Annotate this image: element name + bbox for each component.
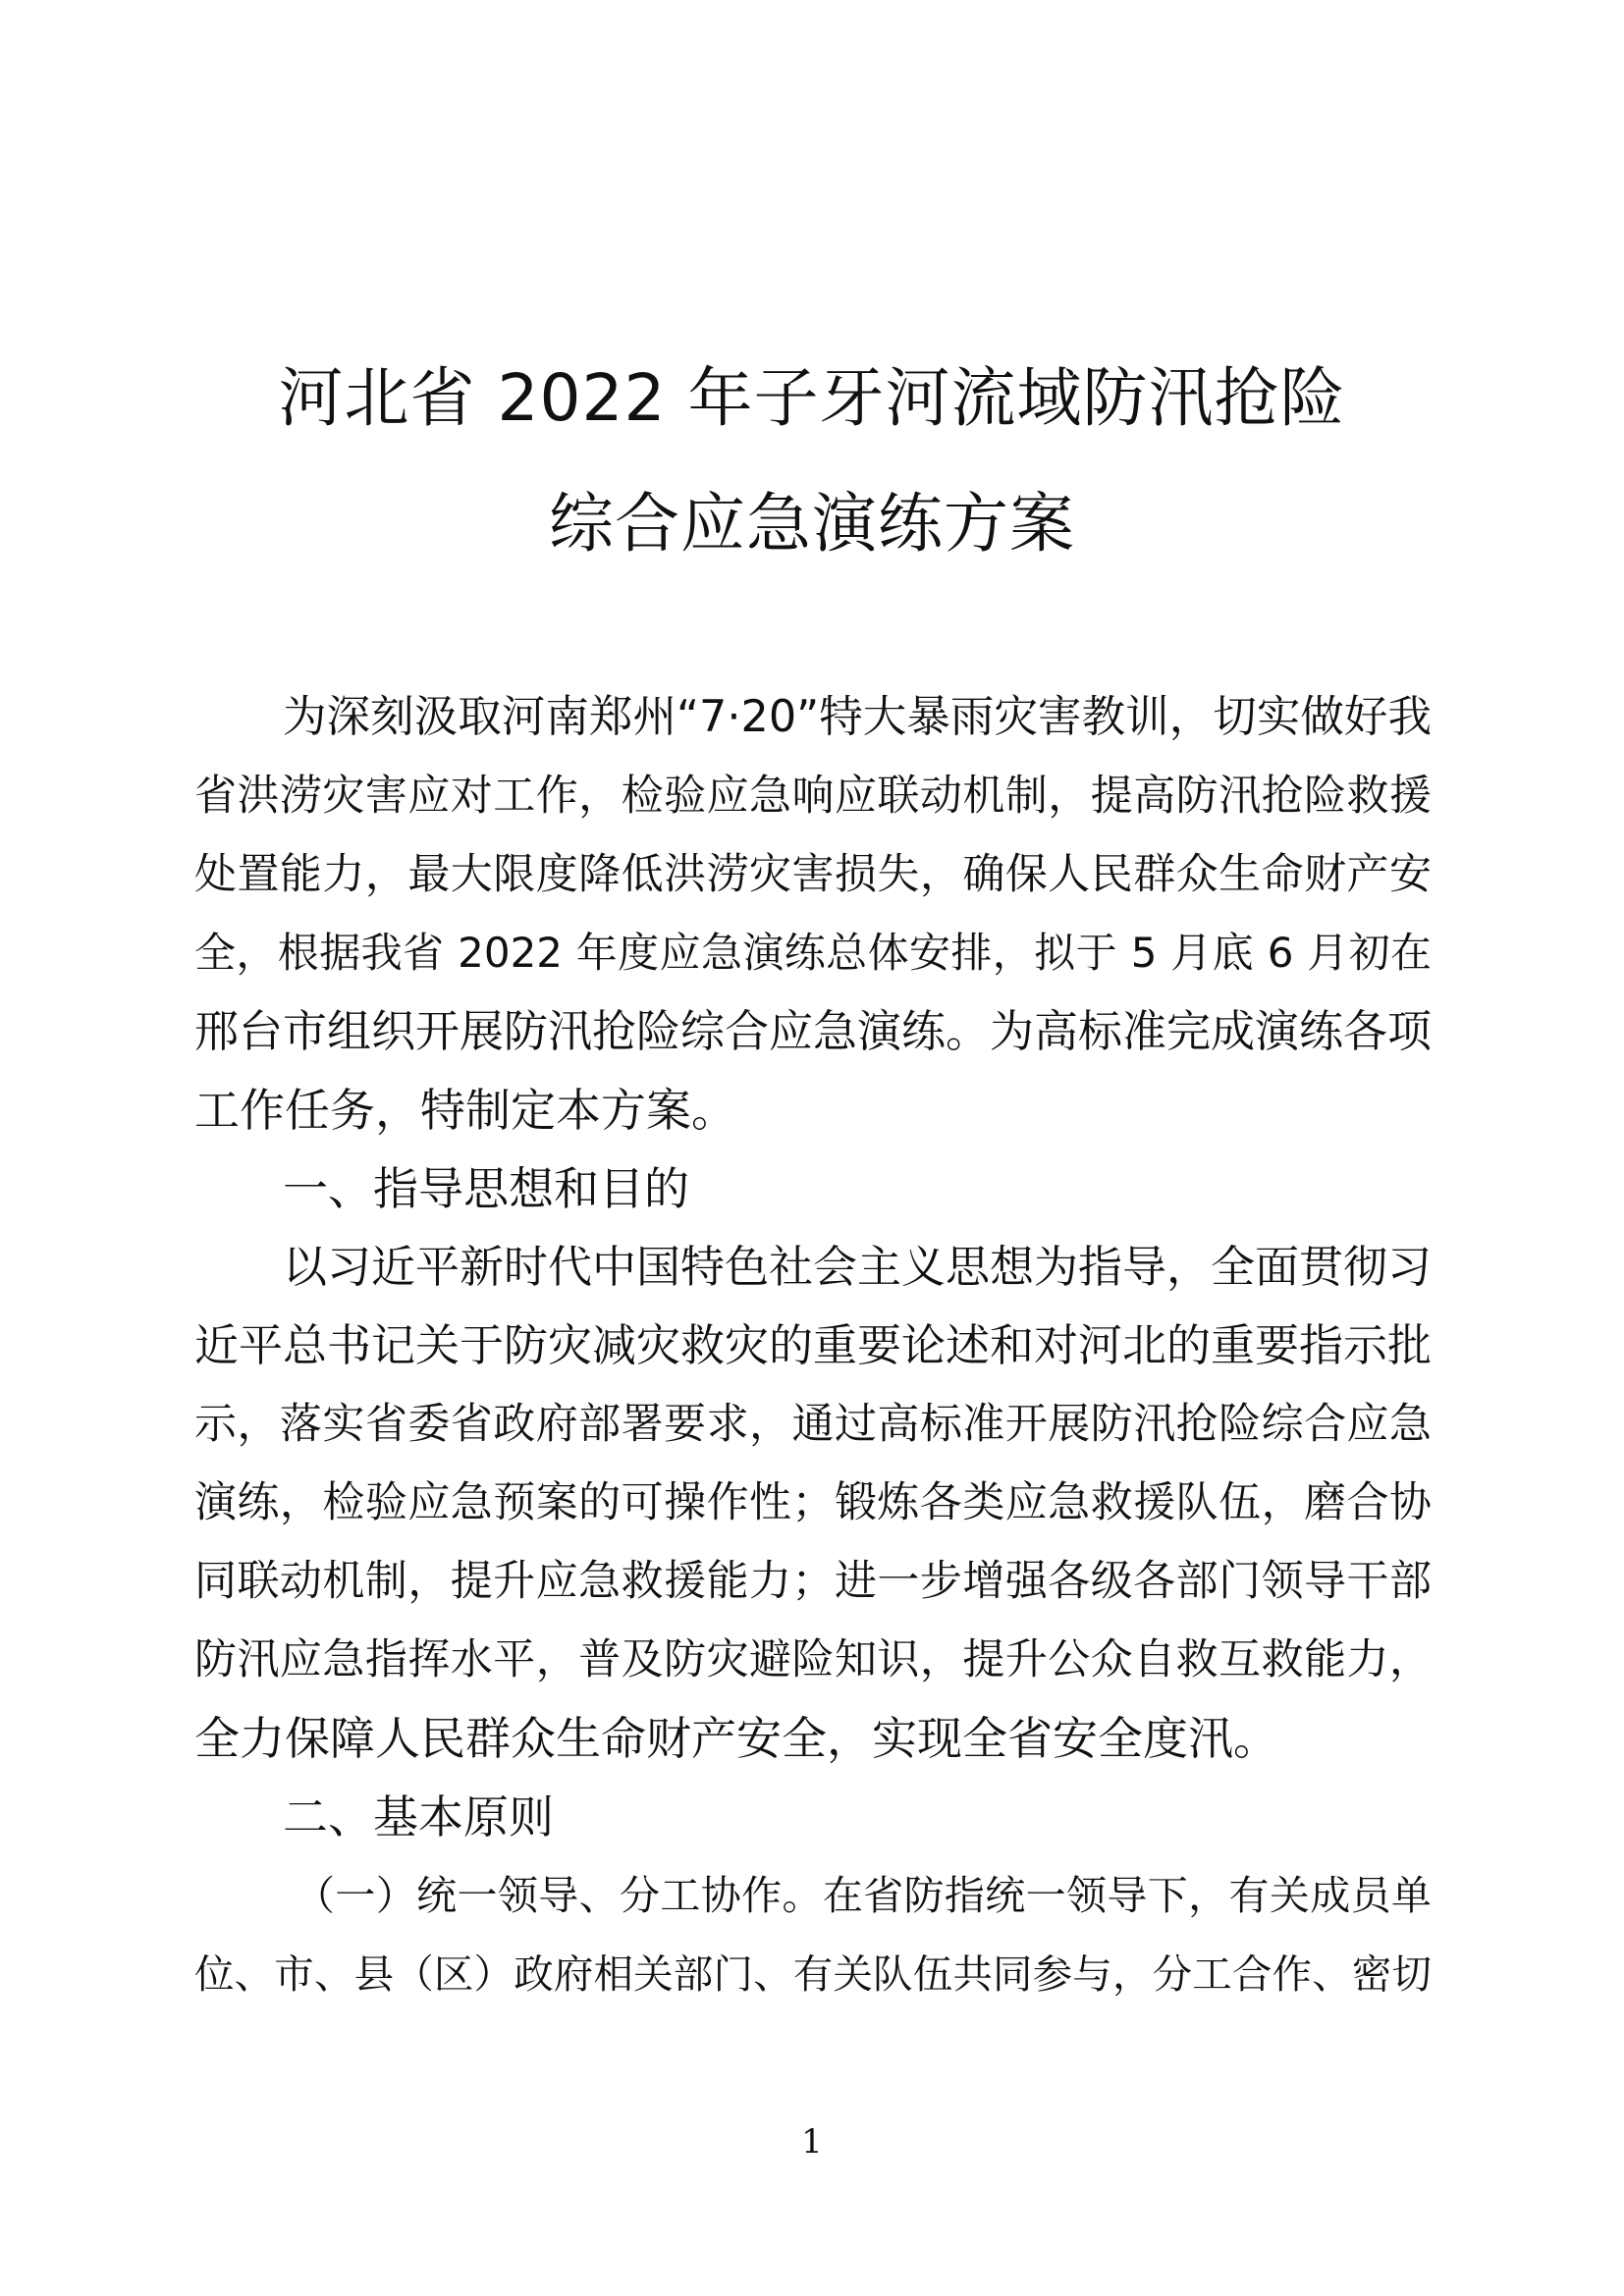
paragraph-guiding-line-3: 示，落实省委省政府部署要求，通过高标准开展防汛抢险综合应急 — [194, 1400, 1432, 1449]
page-number: 1 — [801, 2122, 823, 2162]
section-heading-2: 二、基本原则 — [283, 1790, 554, 1843]
paragraph-intro-line-2: 省洪涝灾害应对工作，检验应急响应联动机制，提高防汛抢险救援 — [194, 772, 1432, 821]
section-heading-1: 一、指导思想和目的 — [283, 1162, 689, 1215]
document-title-line-1: 河北省 2022 年子牙河流域防汛抢险 — [278, 360, 1346, 436]
paragraph-intro-line-6: 工作任务，特制定本方案。 — [194, 1084, 736, 1137]
paragraph-intro-line-4: 全，根据我省 2022 年度应急演练总体安排，拟于 5 月底 6 月初在 — [194, 929, 1432, 977]
document-title-line-2: 综合应急演练方案 — [549, 486, 1075, 561]
paragraph-principle-line-1: （一）统一领导、分工协作。在省防指统一领导下，有关成员单 — [295, 1872, 1432, 1919]
paragraph-principle-line-2: 位、市、县（区）政府相关部门、有关队伍共同参与，分工合作、密切 — [194, 1950, 1432, 1998]
paragraph-guiding-line-1: 以习近平新时代中国特色社会主义思想为指导，全面贯彻习 — [283, 1241, 1433, 1293]
paragraph-guiding-line-2: 近平总书记关于防灾减灾救灾的重要论述和对河北的重要指示批 — [194, 1319, 1433, 1371]
paragraph-guiding-line-7: 全力保障人民群众生命财产安全，实现全省安全度汛。 — [194, 1712, 1278, 1765]
paragraph-guiding-line-5: 同联动机制，提升应急救援能力；进一步增强各级各部门领导干部 — [194, 1557, 1432, 1606]
paragraph-intro-line-1: 为深刻汲取河南郑州“7·20”特大暴雨灾害教训，切实做好我 — [283, 692, 1432, 742]
paragraph-intro-line-5: 邢台市组织开展防汛抢险综合应急演练。为高标准完成演练各项 — [194, 1005, 1433, 1057]
paragraph-intro-line-3: 处置能力，最大限度降低洪涝灾害损失，确保人民群众生命财产安 — [194, 850, 1432, 899]
paragraph-guiding-line-6: 防汛应急指挥水平，普及防灾避险知识，提升公众自救互救能力， — [194, 1635, 1432, 1684]
paragraph-guiding-line-4: 演练，检验应急预案的可操作性；锻炼各类应急救援队伍，磨合协 — [194, 1478, 1432, 1527]
